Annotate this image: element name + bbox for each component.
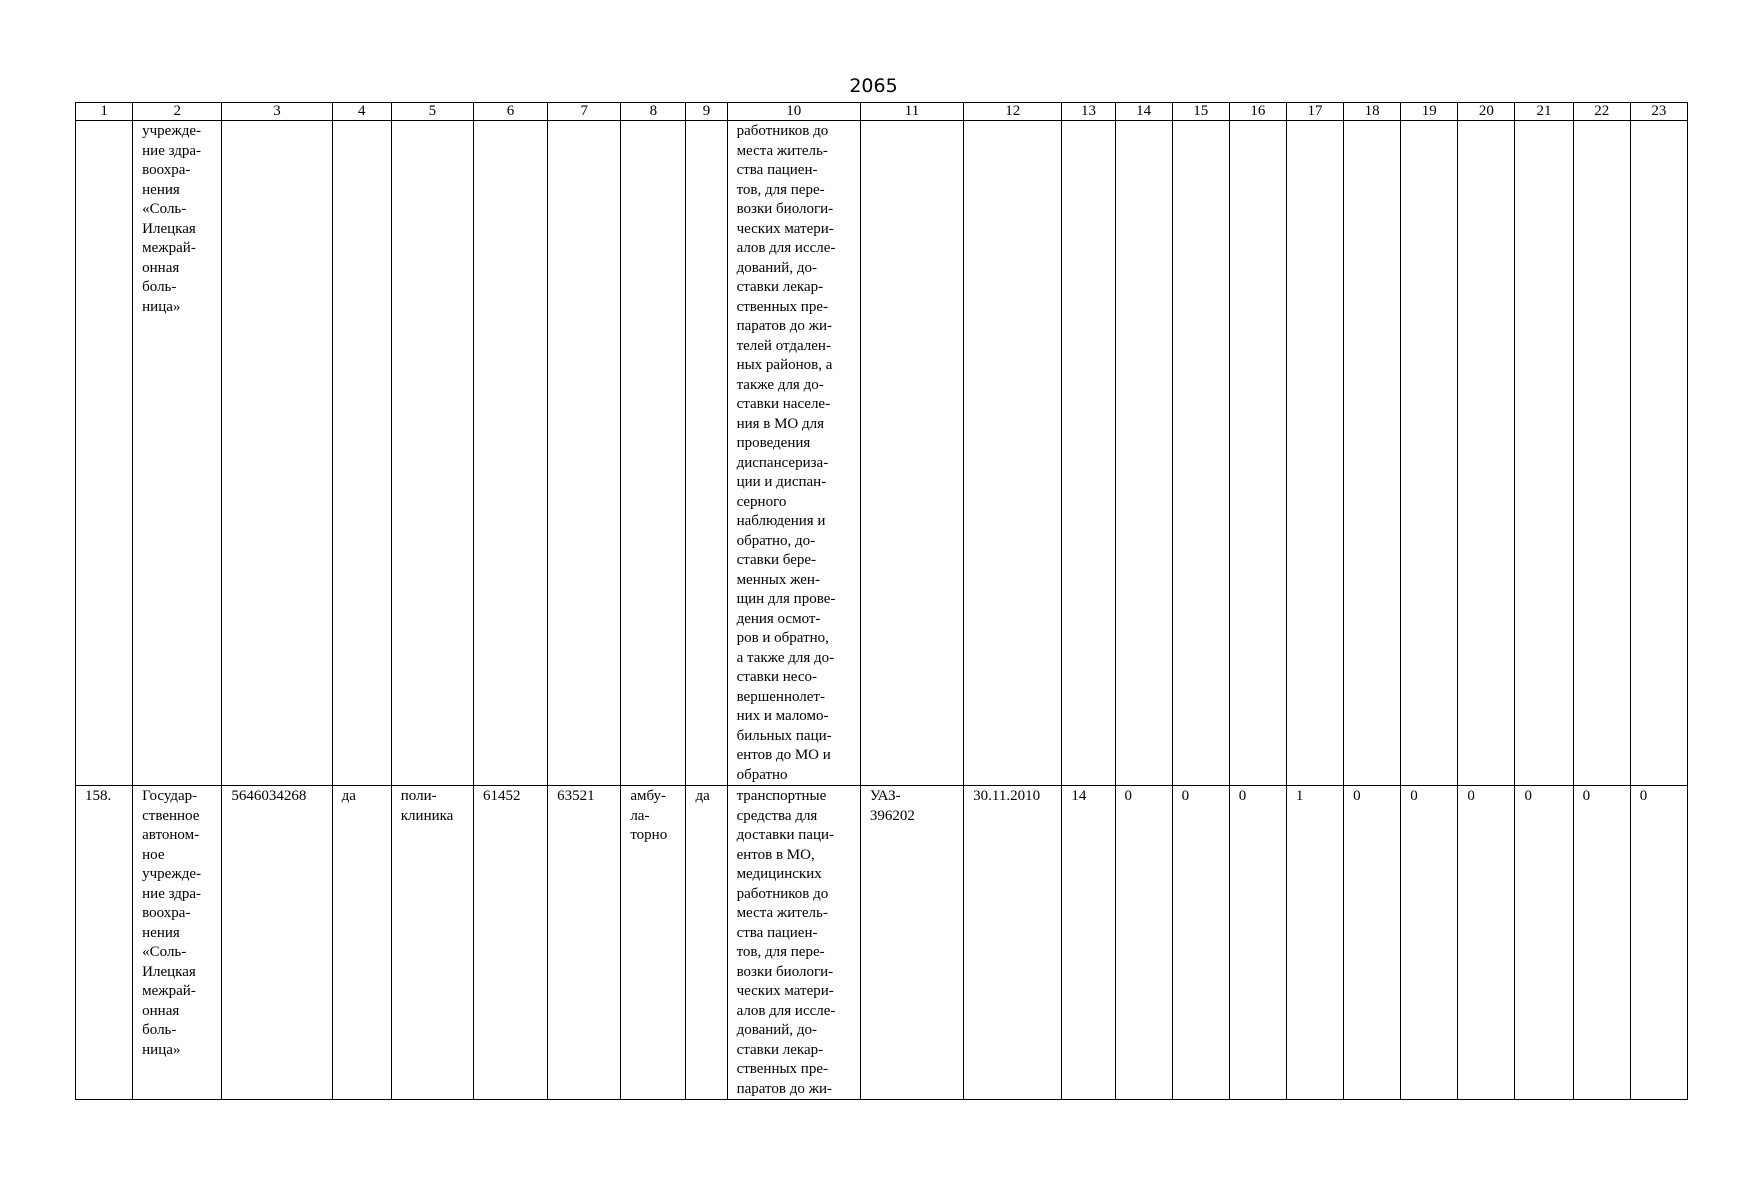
table-cell xyxy=(1573,121,1630,786)
table-cell: учрежде- ние здра- воохра- нения «Соль- Илецкая межрай- онная боль- ница» xyxy=(133,121,222,786)
table-cell xyxy=(222,121,332,786)
column-number-cell: 23 xyxy=(1630,103,1687,121)
table-cell: 0 xyxy=(1344,786,1401,1100)
column-number-cell: 1 xyxy=(76,103,133,121)
table-cell xyxy=(964,121,1062,786)
column-number-cell: 16 xyxy=(1229,103,1286,121)
column-number-cell: 13 xyxy=(1062,103,1115,121)
table-cell: Государ- ственное автоном- ное учрежде- ние здра- воохра- нения «Соль- Илецкая межрай- онная боль- ница» xyxy=(133,786,222,1100)
table-cell: 0 xyxy=(1573,786,1630,1100)
table-cell: 0 xyxy=(1115,786,1172,1100)
table-cell xyxy=(473,121,547,786)
table-cell xyxy=(1458,121,1515,786)
table-cell: поли- клиника xyxy=(391,786,473,1100)
table-cell: 30.11.2010 xyxy=(964,786,1062,1100)
column-number-cell: 4 xyxy=(332,103,391,121)
column-number-cell: 3 xyxy=(222,103,332,121)
table-cell: работников до места житель- ства пациен- тов, для пере- возки биологи- ческих матери- алов для иссле- дований, до- ставки лекар- ственных пре- паратов до жи- телей отдален- ных районов, а также для до- ставки населе- ния в МО для проведения диспансериза- ции и диспан- серного наблюдения и обратно, до- ставки бере- менных жен- щин для прове- дения осмот- ров и обратно, а также для до- ставки несо- вершеннолет- них и маломо- бильных паци- ентов до МО и обратно xyxy=(727,121,860,786)
table-cell: УАЗ- 396202 xyxy=(860,786,963,1100)
registry-table xyxy=(75,102,1688,1100)
table-cell xyxy=(1172,121,1229,786)
column-number-cell: 10 xyxy=(727,103,860,121)
table-cell xyxy=(548,121,621,786)
table-cell xyxy=(332,121,391,786)
column-number-cell: 5 xyxy=(391,103,473,121)
table-row xyxy=(76,786,1688,1100)
column-number-cell: 17 xyxy=(1286,103,1343,121)
column-number-cell: 12 xyxy=(964,103,1062,121)
column-number-row xyxy=(76,103,1688,121)
column-number-cell: 6 xyxy=(473,103,547,121)
table-row xyxy=(76,121,1688,786)
table-cell xyxy=(1229,121,1286,786)
column-number-cell: 9 xyxy=(686,103,727,121)
table-cell xyxy=(1401,121,1458,786)
table-cell xyxy=(1062,121,1115,786)
table-cell xyxy=(1115,121,1172,786)
table-cell: 0 xyxy=(1630,786,1687,1100)
table-cell: 1 xyxy=(1286,786,1343,1100)
column-number-cell: 20 xyxy=(1458,103,1515,121)
table-cell: 0 xyxy=(1172,786,1229,1100)
table-cell xyxy=(1515,121,1573,786)
table-cell xyxy=(1286,121,1343,786)
table-cell: 61452 xyxy=(473,786,547,1100)
column-number-cell: 11 xyxy=(860,103,963,121)
table-cell: 14 xyxy=(1062,786,1115,1100)
table-cell: 0 xyxy=(1458,786,1515,1100)
table-cell xyxy=(686,121,727,786)
table-cell: 0 xyxy=(1515,786,1573,1100)
table-cell: да xyxy=(686,786,727,1100)
table-cell xyxy=(1344,121,1401,786)
column-number-cell: 7 xyxy=(548,103,621,121)
column-number-cell: 22 xyxy=(1573,103,1630,121)
table-cell xyxy=(1630,121,1687,786)
table-cell xyxy=(76,121,133,786)
column-number-cell: 21 xyxy=(1515,103,1573,121)
table-cell xyxy=(621,121,686,786)
column-number-cell: 15 xyxy=(1172,103,1229,121)
table-cell xyxy=(860,121,963,786)
table-cell: транспортные средства для доставки паци- ентов в МО, медицинских работников до места житель- ства пациен- тов, для пере- возки биологи- ческих матери- алов для иссле- дований, до- ставки лекар- ственных пре- паратов до жи- xyxy=(727,786,860,1100)
table-cell xyxy=(391,121,473,786)
column-number-cell: 2 xyxy=(133,103,222,121)
table-cell: 0 xyxy=(1229,786,1286,1100)
table-cell: 63521 xyxy=(548,786,621,1100)
column-number-cell: 19 xyxy=(1401,103,1458,121)
column-number-cell: 14 xyxy=(1115,103,1172,121)
column-number-cell: 18 xyxy=(1344,103,1401,121)
table-cell: 5646034268 xyxy=(222,786,332,1100)
column-number-cell: 8 xyxy=(621,103,686,121)
table-cell: 158. xyxy=(76,786,133,1100)
table-cell: 0 xyxy=(1401,786,1458,1100)
table-cell: амбу- ла- торно xyxy=(621,786,686,1100)
table-cell: да xyxy=(332,786,391,1100)
page-number: 2065 xyxy=(849,75,898,97)
